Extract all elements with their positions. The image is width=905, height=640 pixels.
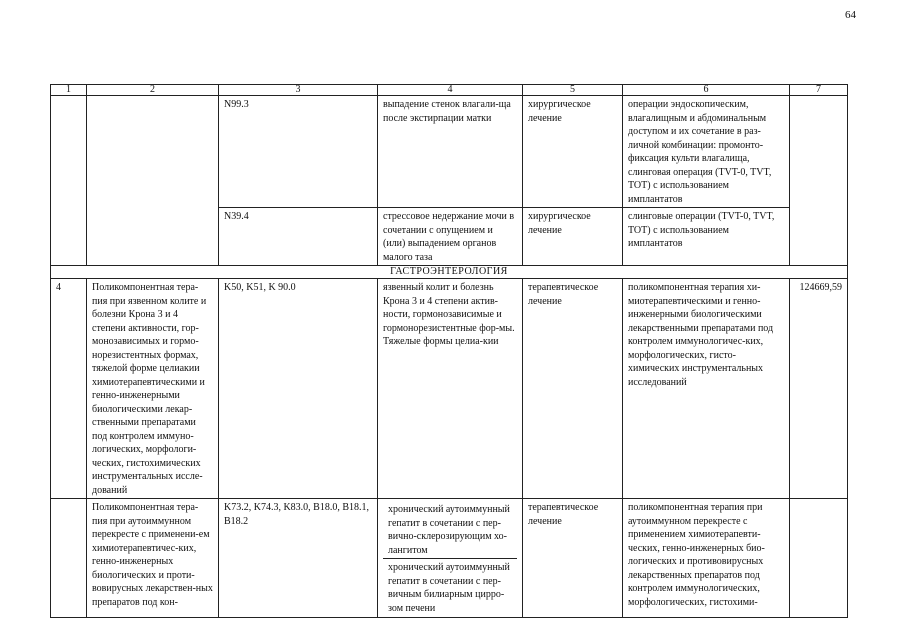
care-type-cell: Поликомпонентная тера-пия при язвенном колите и болезни Крона 3 и 4 степени активности, гор-монозависимых и гормо-норезистентных формах, тяжелой форме целиакии химиотерапевтическими и генно-инженерными биологическими лекар-ственными препаратами под контролем иммуно-логических, морфологи-ческих, гистохимических инструментальных иссле-дований xyxy=(87,279,219,499)
column-number: 2 xyxy=(87,85,219,96)
treatment-method-cell: слинговые операции (TVT-0, TVT, TOT) с использованием имплантатов xyxy=(623,208,790,266)
price-cell xyxy=(790,96,848,266)
diagnosis-cell xyxy=(378,499,523,618)
column-number: 4 xyxy=(378,85,523,96)
care-type-cell: Поликомпонентная тера-пия при аутоиммунном перекресте с применени-ем химиотерапевтичес-ких, генно-инженерных биологических и проти-вовирусных лекарствен-ных препаратов под кон- xyxy=(87,499,219,618)
section-header-row xyxy=(51,266,848,279)
price-cell xyxy=(790,499,848,618)
column-number: 6 xyxy=(623,85,790,96)
care-type-cell xyxy=(87,96,219,266)
treatment-type-cell: хирургическое лечение xyxy=(523,208,623,266)
diagnosis-cell: стрессовое недержание мочи в сочетании с опущением и (или) выпадением органов малого таза xyxy=(378,208,523,266)
table-row xyxy=(51,96,848,208)
column-number: 5 xyxy=(523,85,623,96)
diagnosis-subcell: хронический аутоиммунный гепатит в сочетании с пер-вично-склерозирующим хо-лангитом xyxy=(383,501,517,559)
icd-codes-cell: N99.3 xyxy=(219,96,378,208)
icd-codes-cell: N39.4 xyxy=(219,208,378,266)
table-row xyxy=(51,499,848,618)
column-number-row xyxy=(51,85,848,96)
section-title: ГАСТРОЭНТЕРОЛОГИЯ xyxy=(51,266,848,279)
medical-care-table xyxy=(50,84,848,618)
row-number-cell: 4 xyxy=(51,279,87,499)
row-number-cell xyxy=(51,499,87,618)
treatment-method-cell: поликомпонентная терапия при аутоиммунном перекресте с применением химиотерапевти-ческих, генно-инженерных био-логических и противовирусных лекарственных препаратов под контролем иммунологических, морфологических, гистохими- xyxy=(623,499,790,618)
treatment-type-cell: терапевтическое лечение xyxy=(523,279,623,499)
treatment-type-cell: хирургическое лечение xyxy=(523,96,623,208)
diagnosis-subcell: хронический аутоиммунный гепатит в сочетании с пер-вичным билиарным цирро-зом печени xyxy=(388,562,510,614)
column-number: 3 xyxy=(219,85,378,96)
table-row xyxy=(51,279,848,499)
treatment-type-cell: терапевтическое лечение xyxy=(523,499,623,618)
treatment-method-cell: поликомпонентная терапия хи-миотерапевтическими и генно-инженерными биологическими лекарственными препаратами под контролем иммунологичес-ких, морфологических, гисто-химических инструментальных исследований xyxy=(623,279,790,499)
diagnosis-cell: выпадение стенок влагали-ща после экстирпации матки xyxy=(378,96,523,208)
price-cell: 124669,59 xyxy=(790,279,848,499)
diagnosis-cell: язвенный колит и болезнь Крона 3 и 4 степени актив-ности, гормонозависимые и гормонорезистентные фор-мы. Тяжелые формы целиа-кии xyxy=(378,279,523,499)
icd-codes-cell: K50, K51, K 90.0 xyxy=(219,279,378,499)
column-number: 1 xyxy=(51,85,87,96)
icd-codes-cell: K73.2, K74.3, K83.0, B18.0, B18.1, B18.2 xyxy=(219,499,378,618)
column-number: 7 xyxy=(790,85,848,96)
treatment-method-cell: операции эндоскопическим, влагалищным и абдоминальным доступом и их сочетание в раз-личной комбинации: промонто-фиксация культи влагалища, слинговая операция (TVT-0, TVT, TOT) с использованием имплантатов xyxy=(623,96,790,208)
row-number-cell xyxy=(51,96,87,266)
page-number: 64 xyxy=(845,9,856,21)
